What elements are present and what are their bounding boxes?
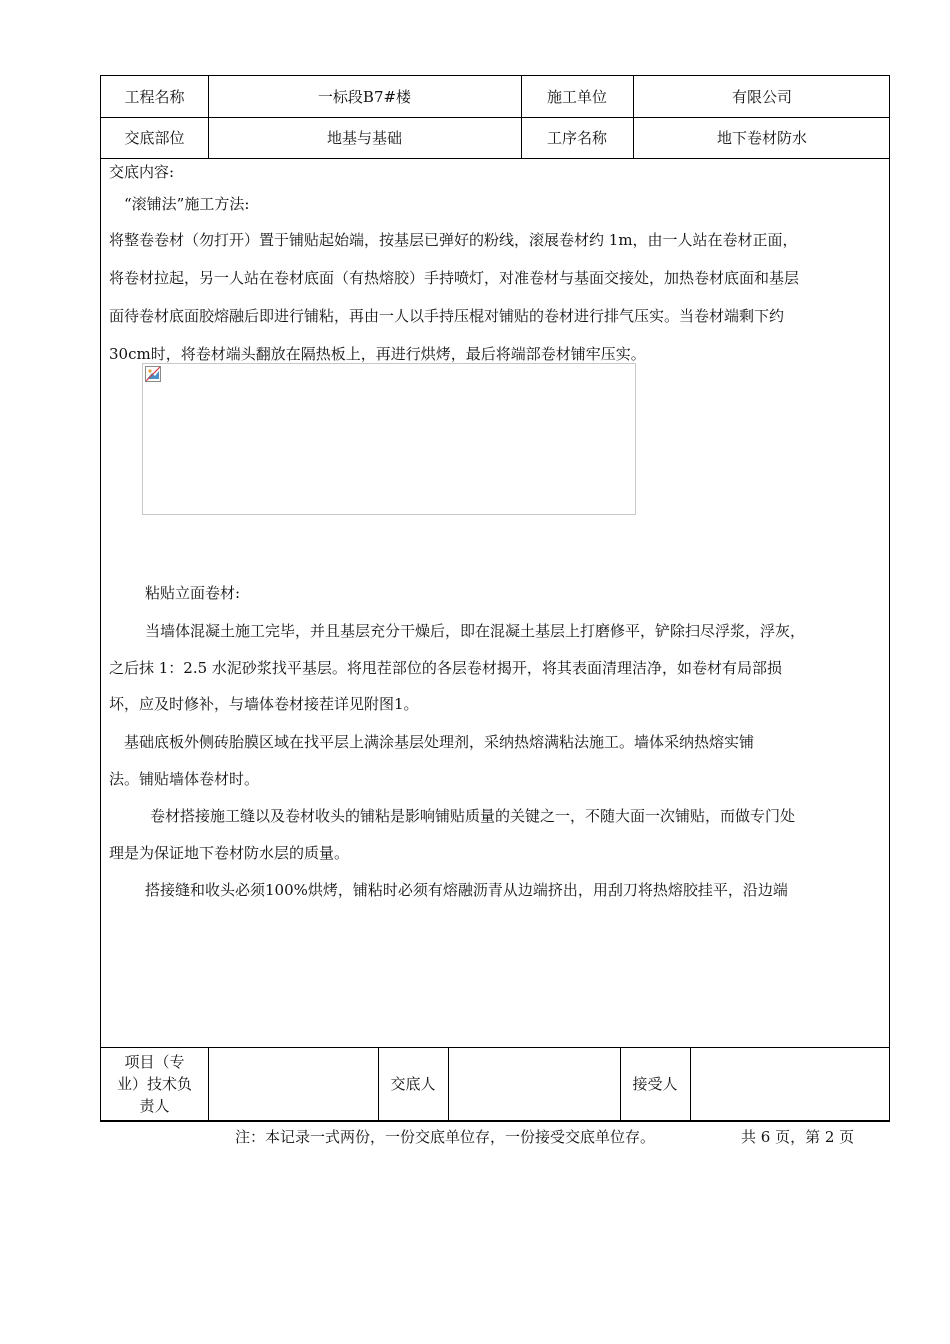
page-number: 共 6 页，第 2 页 xyxy=(741,1128,855,1146)
disclosure-content xyxy=(109,158,881,373)
discloser-signature-field[interactable] xyxy=(448,1047,620,1121)
last-line: 搭接缝和收头必须100%烘烤，铺粘时必须有熔融沥青从边端挤出，用刮刀将热熔胶挂平，沿边端 xyxy=(145,881,788,899)
facade-line: 之后抹 1：2.5 水泥砂浆找平基层。将甩茬部位的各层卷材揭开，将其表面清理洁净，如卷材有局部损 xyxy=(109,659,782,677)
facade-section xyxy=(109,574,881,910)
method-line: 将整卷卷材（勿打开）置于铺贴起始端，按基层已弹好的粉线，滚展卷材约 1m，由一人站在卷材正面， xyxy=(109,231,798,249)
footer-note: 注：本记录一式两份，一份交底单位存，一份接受交底单位存。 xyxy=(235,1128,656,1146)
base-line: 基础底板外侧砖胎膜区域在找平层上满涂基层处理剂，采纳热熔满粘法施工。墙体采纳热熔实铺 xyxy=(124,733,755,751)
content-heading: 交底内容: xyxy=(109,163,175,181)
receiver-signature-field[interactable] xyxy=(690,1047,891,1121)
facade-line: 当墙体混凝土施工完毕，并且基层充分干燥后，即在混凝土基层上打磨修平，铲除扫尽浮浆，浮灰， xyxy=(145,622,806,640)
project-name-label: 工程名称 xyxy=(124,88,185,106)
receiver-label: 接受人 xyxy=(632,1075,678,1093)
facade-title: 粘贴立面卷材: xyxy=(145,584,241,602)
joint-line: 理是为保证地下卷材防水层的质量。 xyxy=(109,844,350,862)
figure-placeholder xyxy=(142,363,636,515)
project-name-value: 一标段B7#楼 xyxy=(317,88,412,106)
broken-image-icon xyxy=(145,366,161,382)
tech-lead-label-line: 责人 xyxy=(139,1097,170,1115)
method-line: 将卷材拉起，另一人站在卷材底面（有热熔胶）手持喷灯，对准卷材与基面交接处，加热卷材底面和基层 xyxy=(109,269,800,287)
disclosure-part-value: 地基与基础 xyxy=(326,129,402,147)
contractor-label: 施工单位 xyxy=(546,88,607,106)
method-line: 面待卷材底面胶熔融后即进行铺粘，再由一人以手持压棍对铺贴的卷材进行排气压实。当卷材端剩下约 xyxy=(109,307,785,325)
facade-line: 坏，应及时修补，与墙体卷材接茬详见附图1。 xyxy=(109,695,419,713)
process-name-value: 地下卷材防水 xyxy=(716,129,807,147)
method-title: “滚铺法”施工方法: xyxy=(124,195,250,213)
tech-lead-label-line: 项目（专 xyxy=(124,1053,185,1071)
joint-line: 卷材搭接施工缝以及卷材收头的铺粘是影响铺贴质量的关键之一，不随大面一次铺贴，而做专门处 xyxy=(150,807,796,825)
tech-lead-signature-field[interactable] xyxy=(208,1047,378,1121)
disclosure-part-label: 交底部位 xyxy=(124,129,185,147)
process-name-label: 工序名称 xyxy=(546,129,607,147)
disclosure-form xyxy=(100,75,890,1122)
base-line: 法。铺贴墙体卷材时。 xyxy=(109,770,260,788)
contractor-value: 有限公司 xyxy=(731,88,792,106)
tech-lead-label-line: 业）技术负 xyxy=(116,1075,192,1093)
method-line: 30cm时，将卷材端头翻放在隔热板上，再进行烘烤，最后将端部卷材铺牢压实。 xyxy=(109,345,646,363)
tech-lead-label xyxy=(101,1047,208,1121)
discloser-label: 交底人 xyxy=(390,1075,436,1093)
